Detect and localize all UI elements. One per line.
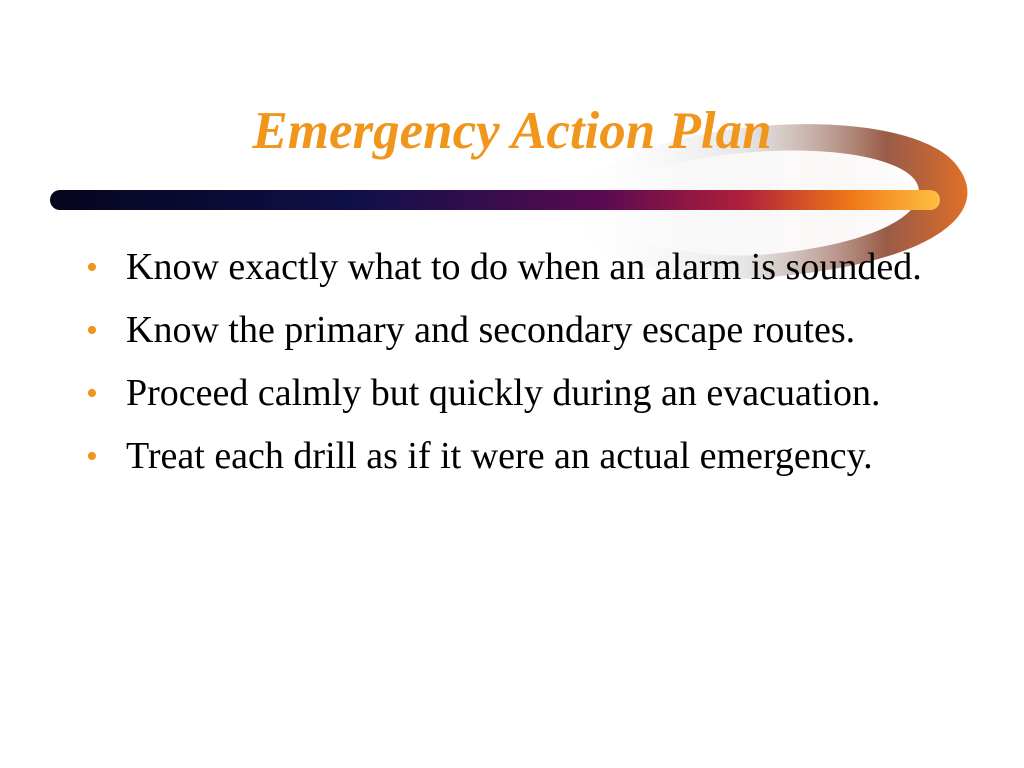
bullet-text: Know exactly what to do when an alarm is sounded. <box>126 246 922 288</box>
bullet-text: Know the primary and secondary escape routes. <box>126 309 856 351</box>
bullet-icon: • <box>86 249 98 286</box>
bullet-list <box>86 240 946 492</box>
bullet-text: Treat each drill as if it were an actual emergency. <box>126 435 873 477</box>
bullet-icon: • <box>86 375 98 412</box>
list-item <box>86 240 946 295</box>
list-item <box>86 429 946 484</box>
bullet-icon: • <box>86 438 98 475</box>
list-item <box>86 303 946 358</box>
list-item <box>86 366 946 421</box>
bullet-text: Proceed calmly but quickly during an evacuation. <box>126 372 881 414</box>
bullet-icon: • <box>86 312 98 349</box>
slide-title: Emergency Action Plan <box>252 102 772 160</box>
